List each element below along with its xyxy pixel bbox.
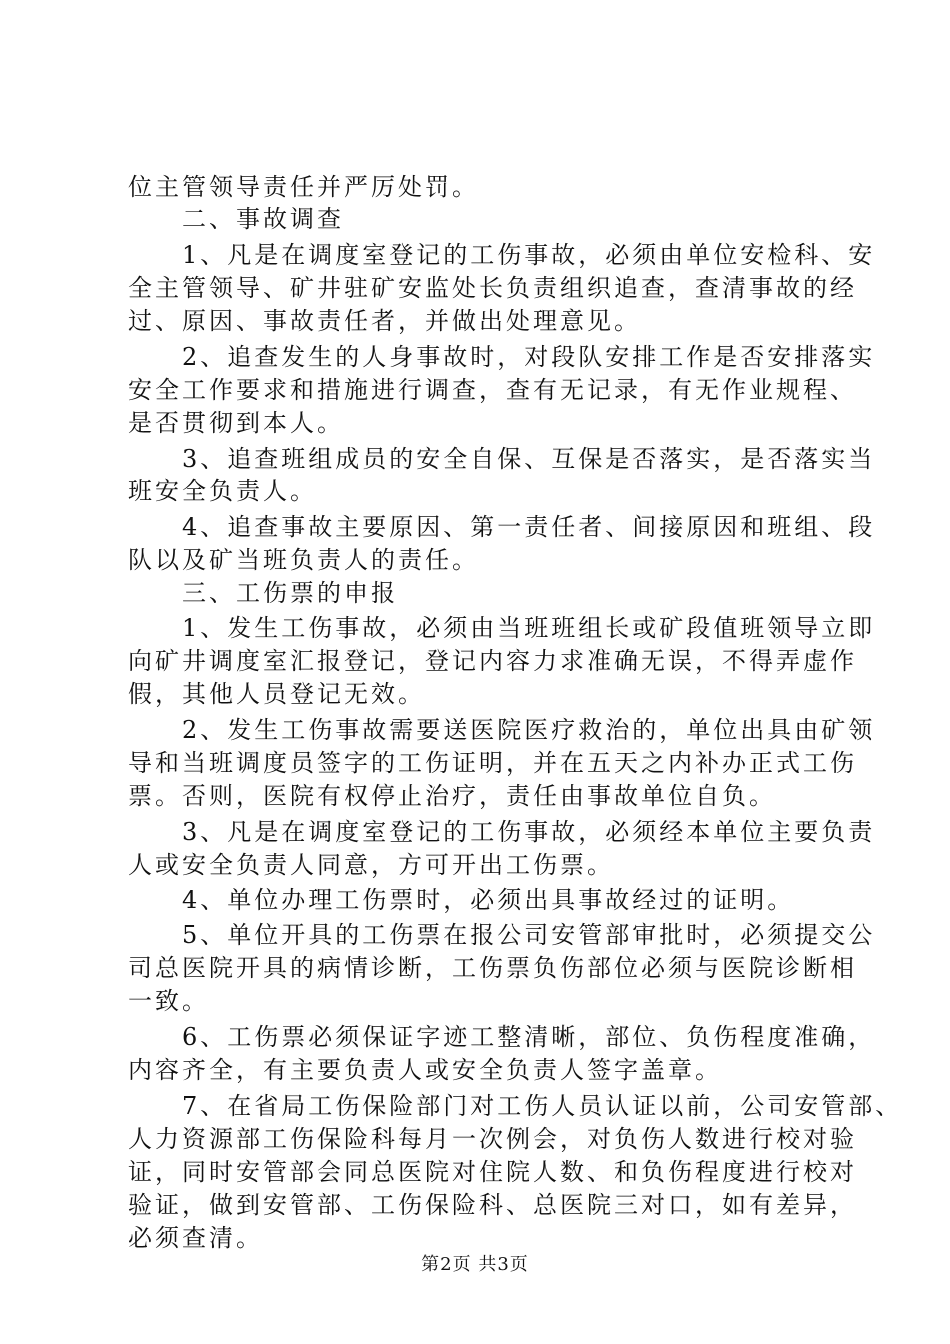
body-line: 7、在省局工伤保险部门对工伤人员认证以前，公司安管部、 [128, 1092, 903, 1120]
body-line: 过、原因、事故责任者，并做出处理意见。 [128, 307, 641, 335]
body-line: 人力资源部工伤保险科每月一次例会，对负伤人数进行校对验 [128, 1125, 857, 1153]
page-footer: 第2页 共3页 [421, 1254, 529, 1275]
body-line: 全主管领导、矿井驻矿安监处长负责组织追查，查清事故的经 [128, 274, 857, 302]
body-line: 必须查清。 [128, 1224, 263, 1252]
body-line: 验证，做到安管部、工伤保险科、总医院三对口，如有差异， [128, 1191, 857, 1219]
section-heading: 二、事故调查 [128, 205, 344, 233]
body-line: 位主管领导责任并严厉处罚。 [128, 173, 479, 201]
body-line: 是否贯彻到本人。 [128, 409, 344, 437]
body-line: 5、单位开具的工伤票在报公司安管部审批时，必须提交公 [128, 921, 876, 949]
body-line: 票。否则，医院有权停止治疗，责任由事故单位自负。 [128, 782, 776, 810]
body-line: 人或安全负责人同意，方可开出工伤票。 [128, 851, 614, 879]
body-line: 证，同时安管部会同总医院对住院人数、和负伤程度进行校对 [128, 1158, 857, 1186]
body-line: 一致。 [128, 987, 209, 1015]
body-line: 4、单位办理工伤票时，必须出具事故经过的证明。 [128, 886, 795, 914]
body-line: 内容齐全，有主要负责人或安全负责人签字盖章。 [128, 1056, 722, 1084]
body-line: 2、发生工伤事故需要送医院医疗救治的，单位出具由矿领 [128, 716, 876, 744]
body-line: 队以及矿当班负责人的责任。 [128, 546, 479, 574]
body-line: 2、追查发生的人身事故时，对段队安排工作是否安排落实 [128, 343, 876, 371]
body-line: 假，其他人员登记无效。 [128, 680, 425, 708]
body-line: 3、追查班组成员的安全自保、互保是否落实，是否落实当 [128, 445, 876, 473]
body-line: 司总医院开具的病情诊断，工伤票负伤部位必须与医院诊断相 [128, 954, 857, 982]
body-line: 安全工作要求和措施进行调查，查有无记录，有无作业规程、 [128, 376, 857, 404]
body-line: 向矿井调度室汇报登记，登记内容力求准确无误，不得弄虚作 [128, 647, 857, 675]
body-line: 3、凡是在调度室登记的工伤事故，必须经本单位主要负责 [128, 818, 876, 846]
body-line: 导和当班调度员签字的工伤证明，并在五天之内补办正式工伤 [128, 749, 857, 777]
section-heading: 三、工伤票的申报 [128, 579, 398, 607]
body-line: 4、追查事故主要原因、第一责任者、间接原因和班组、段 [128, 513, 876, 541]
body-line: 6、工伤票必须保证字迹工整清晰，部位、负伤程度准确， [128, 1023, 876, 1051]
body-line: 1、发生工伤事故，必须由当班班组长或矿段值班领导立即 [128, 614, 876, 642]
body-line: 1、凡是在调度室登记的工伤事故，必须由单位安检科、安 [128, 241, 876, 269]
body-line: 班安全负责人。 [128, 477, 317, 505]
